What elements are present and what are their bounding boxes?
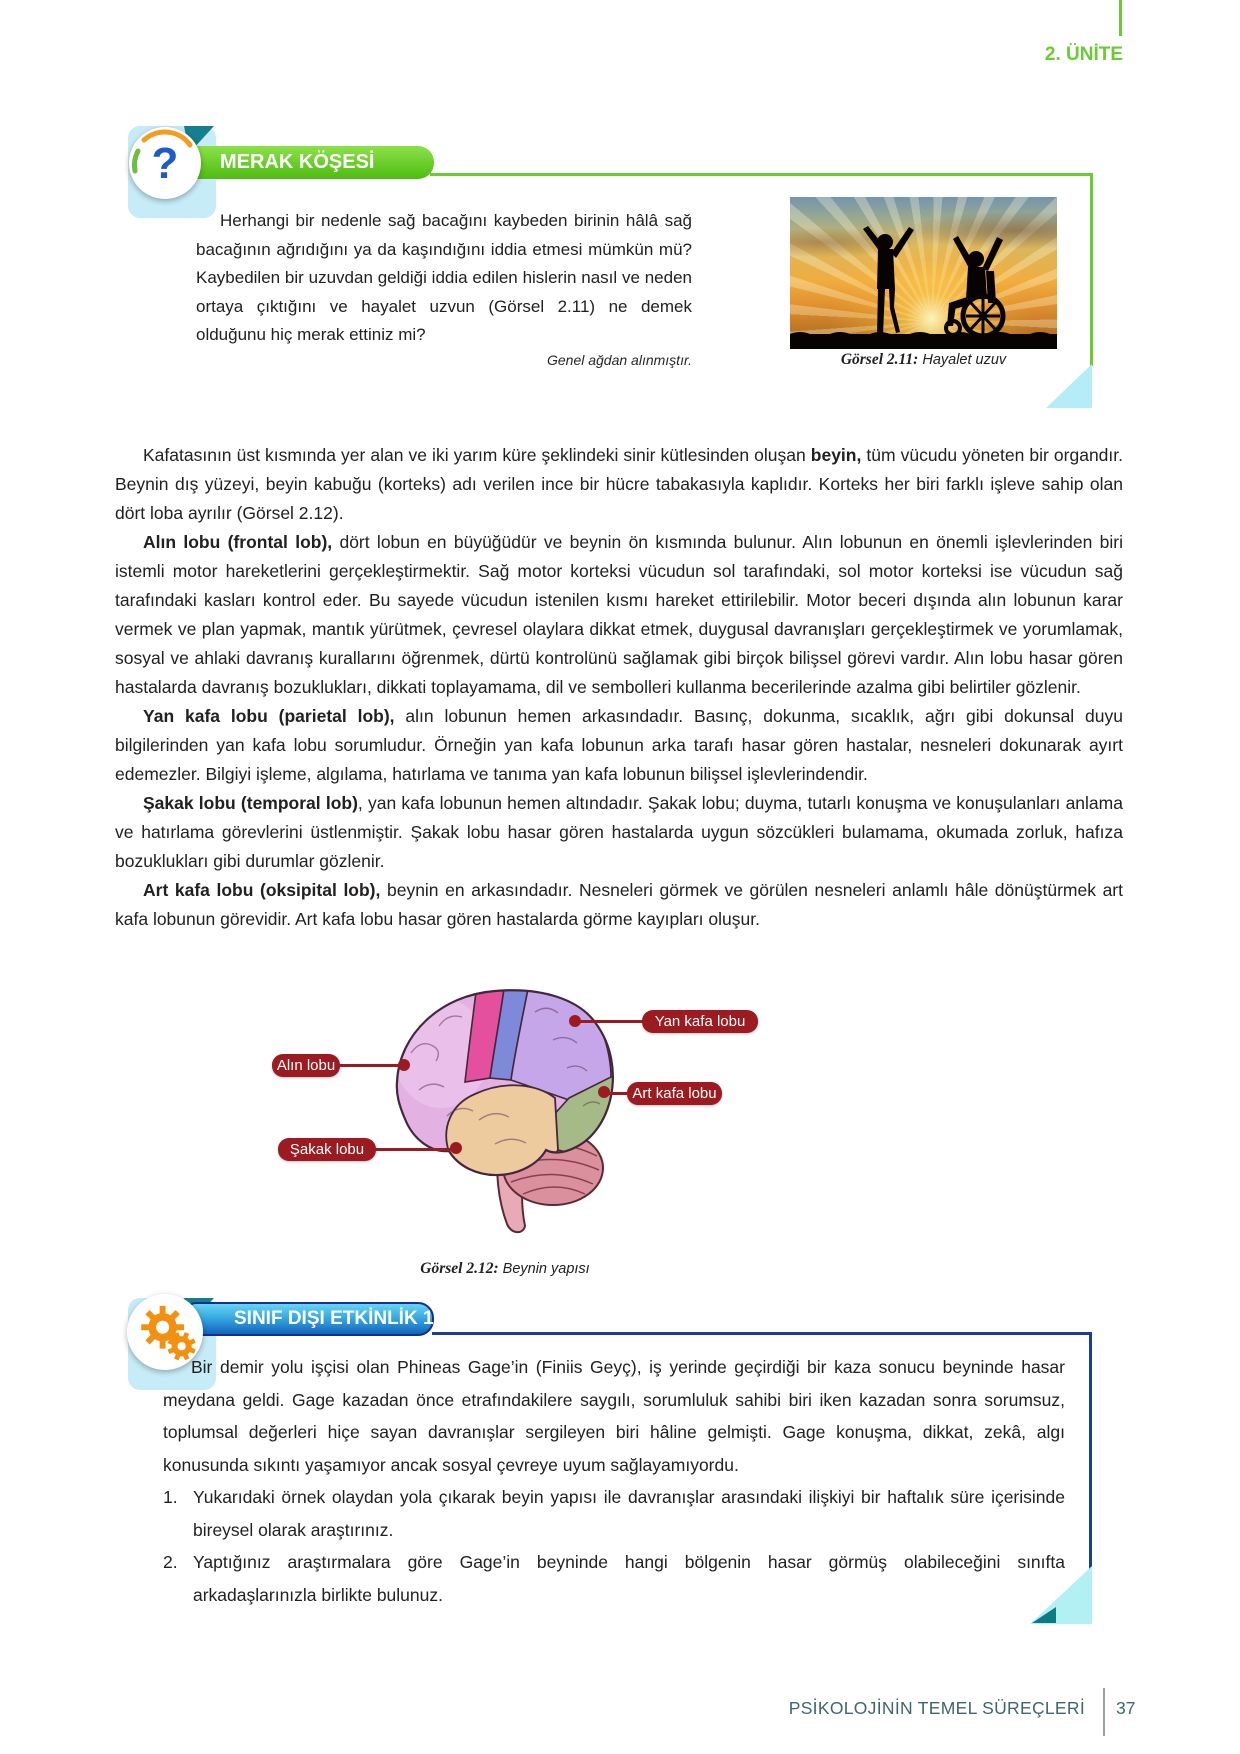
text-run: alın lobunun hemen arkasındadır. Basınç, dokunma, sıcaklık, ağrı gibi dokunsal duyu bilgilerinden yan kafa lobu sorumludur. Örneğin yan kafa lobunun arka tarafı hasar gören hastalar, nesneleri dokunarak ayırt edemezler. Bilgiyi işleme, algılama, hatırlama ve tanıma yan kafa lobunun bilişsel işlevlerindendir. [115, 706, 1124, 784]
figure-2-12-text: Beynin yapısı [502, 1261, 590, 1277]
bold-term-frontal: Alın lobu (frontal lob), [143, 532, 333, 552]
label-frontal-lobe: Alın lobu [272, 1054, 340, 1077]
box-fold-corner [1046, 364, 1092, 408]
figure-2-11-text: Hayalet uzuv [922, 352, 1007, 368]
page-number: 37 [1116, 1698, 1136, 1718]
figure-2-11-label: Görsel 2.11: [840, 351, 919, 368]
curiosity-corner-title: MERAK KÖŞESİ [220, 151, 375, 173]
silhouettes-graphic [790, 197, 1057, 349]
callout-dot [398, 1059, 410, 1071]
label-occipital-lobe: Art kafa lobu [627, 1082, 722, 1105]
paragraph-brain-intro [115, 441, 1123, 528]
callout-line [374, 1148, 456, 1151]
box-right-border [1090, 173, 1093, 366]
label-parietal-lobe: Yan kafa lobu [642, 1010, 758, 1033]
list-number: 1. [163, 1487, 178, 1507]
footer-section-title: PSİKOLOJİNİN TEMEL SÜREÇLERİ [788, 1698, 1085, 1718]
photo-source-note: Genel ağdan alınmıştır. [546, 352, 692, 368]
label-temporal-lobe: Şakak lobu [278, 1138, 376, 1161]
paragraph-temporal-lobe [115, 789, 1123, 876]
curiosity-corner-header [168, 146, 434, 179]
text-run: tüm vücudu yöneten bir organdır. Beynin dış yüzeyi, beyin kabuğu (korteks) adı verilen ince bir hücre tabakasıyla kaplıdır. Korteks her biri farklı işleve sahip olan dört loba ayrılır (Görsel 2.12). [115, 445, 1123, 523]
callout-dot [569, 1015, 581, 1027]
text-run: Kafatasının üst kısmında yer alan ve iki yarım küre şeklindeki sinir kütlesinden oluşan [143, 445, 811, 465]
paragraph-parietal-lobe [115, 702, 1123, 789]
paragraph-frontal-lobe [115, 528, 1123, 702]
article-body [115, 441, 1123, 934]
footer-divider [1103, 1688, 1105, 1736]
box-top-border [432, 1332, 1092, 1335]
photo-caption [760, 351, 1087, 369]
callout-line [337, 1064, 403, 1067]
text-run: beynin en arkasındadır. Nesneleri görmek ve görülen nesneleri anlamlı hâle dönüştürmek art kafa lobunun görevidir. Art kafa lobu hasar gören hastalarda görme kayıpları oluşur. [115, 880, 1123, 929]
bold-term-occipital: Art kafa lobu (oksipital lob), [143, 880, 381, 900]
phantom-limb-photo [790, 197, 1057, 349]
list-text: Yaptığınız araştırmalara göre Gage’in beyninde hangi bölgenin hasar görmüş olabileceğini sınıfta arkadaşlarınızla birlikte bulunuz. [193, 1552, 1065, 1605]
curiosity-paragraph: Herhangi bir nedenle sağ bacağını kaybeden birinin hâlâ sağ bacağının ağrıdığını ya da kaşındığını iddia etmesi mümkün mü? Kaybedilen bir uzuvdan geldiği iddia edilen hislerin nasıl ve neden ortaya çıktığını ve hayalet uzvun (Görsel 2.11) ne demek olduğunu hiç merak ettiniz mi? [196, 211, 692, 344]
activity-paragraph: Bir demir yolu işçisi olan Phineas Gage’in (Finiis Geyç), iş yerinde geçirdiği bir kaza sonucu beyninde hasar meydana geldi. Gage kazadan önce etrafındakilere saygılı, sorumluluk sahibi biri iken kazadan sonra sorumsuz, toplumsal değerleri hiçe sayan davranışlar sergileyen biri hâline gelmişti. Gage konuşma, dikkat, zekâ, algı konusunda sıkıntı yaşamıyor ancak sosyal çevreye uyum sağlayamıyordu. [163, 1357, 1065, 1475]
bold-term-temporal: Şakak lobu (temporal lob) [143, 793, 358, 813]
box-top-border [430, 173, 1093, 176]
activity-header [186, 1302, 434, 1336]
unit-divider-line [1119, 0, 1122, 36]
activity-list-item [163, 1481, 1065, 1546]
text-run: dört lobun en büyüğüdür ve beynin ön kısmında bulunur. Alın lobunun en önemli işlevlerinden biri istemli motor hareketlerini gerçekleştirmektir. Sağ motor korteksi vücudun sol tarafındaki, sol motor korteksi ise vücudun sağ tarafındaki kasları kontrol eder. Bu sayede vücudun istenilen kısmı hareket ettirilebilir. Motor beceri dışında alın lobunun karar vermek ve plan yapmak, mantık yürütmek, çevresel olaylara dikkat etmek, duygusal davranışları gerçekleştirmek ve yorumlamak, sosyal ve ahlaki davranış kurallarını öğrenmek, dürtü kontrolünü sağlamak gibi birçok bilişsel görevi vardır. Alın lobu hasar gören hastalarda davranış bozuklukları, dikkati toplayamama, dil ve sembolleri kullanma becerilerinde azalma gibi belirtiler gözlenir. [115, 532, 1123, 697]
svg-text:?: ? [151, 139, 179, 188]
callout-dot [450, 1142, 462, 1154]
bold-term-beyin: beyin, [810, 445, 862, 465]
text-run: , yan kafa lobunun hemen altındadır. Şakak lobu; duyma, tutarlı konuşma ve konuşulanları anlama ve hatırlama görevlerini üstlenmiştir. Şakak lobu hasar gören hastalarda uygun sözcükleri bulamama, okumada zorluk, hafıza bozuklukları gibi durumlar gözlenir. [115, 793, 1123, 871]
callout-line [577, 1020, 644, 1023]
paragraph-occipital-lobe [115, 876, 1123, 934]
figure-2-12-label: Görsel 2.12: [420, 1260, 499, 1277]
figure-2-12-caption [355, 1260, 655, 1278]
activity-list-item [163, 1546, 1065, 1611]
brain-figure [0, 978, 1240, 1278]
question-mark-icon [129, 127, 201, 199]
list-number: 2. [163, 1552, 178, 1572]
list-text: Yukarıdaki örnek olaydan yola çıkarak beyin yapısı ile davranışlar arasındaki ilişkiyi bir haftalık süre içerisinde bireysel olarak araştırınız. [193, 1487, 1065, 1540]
bold-term-parietal: Yan kafa lobu (parietal lob), [143, 706, 395, 726]
activity-title: SINIF DIŞI ETKİNLİK 1 [234, 1308, 434, 1329]
callout-dot [598, 1086, 610, 1098]
activity-body [163, 1351, 1065, 1611]
brain-illustration [383, 978, 633, 1240]
unit-label: 2. ÜNİTE [1044, 44, 1123, 65]
box-right-border [1089, 1332, 1092, 1570]
